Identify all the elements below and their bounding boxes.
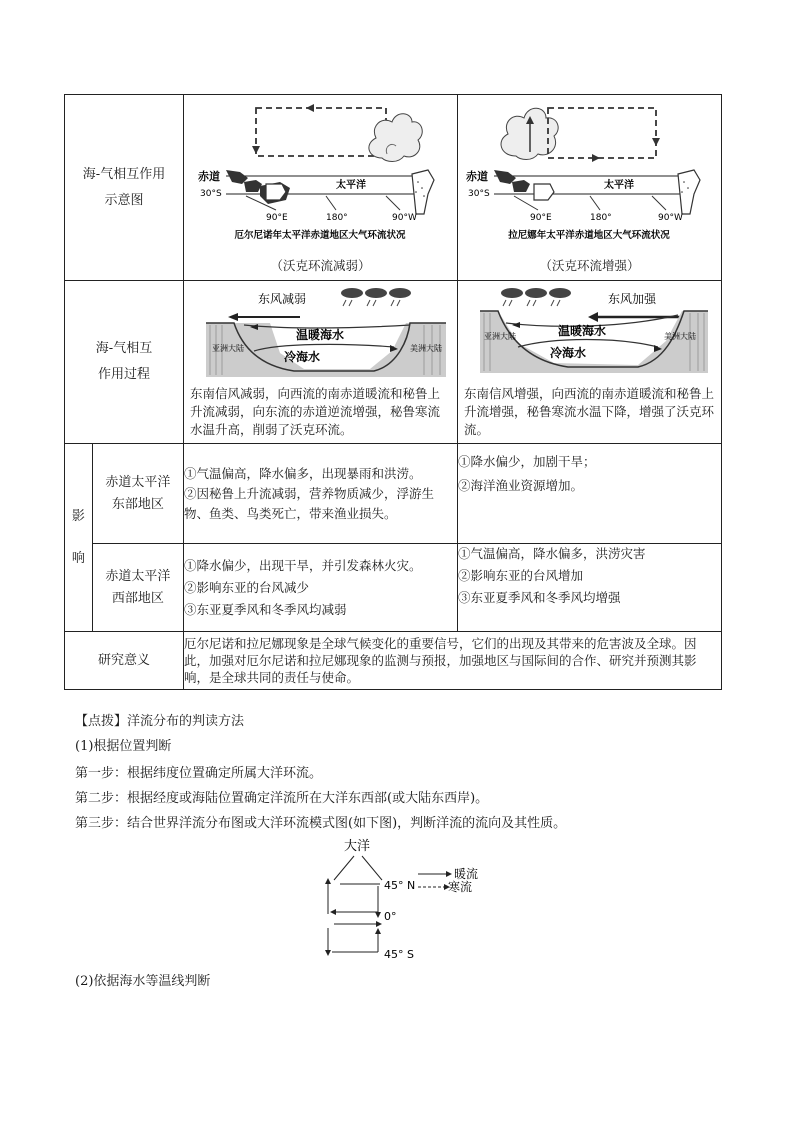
tip-step2: 第二步：根据经度或海陆位置确定洋流所在大洋东西部(或大陆东西岸)。 xyxy=(75,791,489,806)
svg-text:亚洲大陆: 亚洲大陆 xyxy=(212,344,244,353)
svg-text:东风加强: 东风加强 xyxy=(607,292,656,306)
svg-text:太平洋: 太平洋 xyxy=(336,179,367,191)
el-nino-circulation-diagram xyxy=(186,96,454,246)
svg-text:温暖海水: 温暖海水 xyxy=(557,324,606,338)
row-header-diagram: 海-气相互作用 示意图 xyxy=(65,95,184,281)
svg-text:大洋: 大洋 xyxy=(344,839,371,854)
svg-text:温暖海水: 温暖海水 xyxy=(296,328,345,342)
la-nina-process-text: 东南信风增强，向西流的南赤道暖流和秘鲁上升流增强，秘鲁寒流水温下降，增强了沃克环流。 xyxy=(463,386,714,437)
la-nina-circulation-cell xyxy=(457,95,721,281)
svg-text:厄尔尼诺年太平洋赤道地区大气环流状况: 厄尔尼诺年太平洋赤道地区大气环流状况 xyxy=(234,229,406,241)
west-el-nino-impact: ①降水偏少，出现干旱，并引发森林火灾。 ②影响东亚的台风减少 ③东亚夏季风和冬季风均减弱 xyxy=(184,544,458,632)
svg-text:美洲大陆: 美洲大陆 xyxy=(663,332,696,341)
tip-step1: 第一步：根据纬度位置确定所属大洋环流。 xyxy=(75,766,323,781)
significance-text: 厄尔尼诺和拉尼娜现象是全球气候变化的重要信号，它们的出现及其带来的危害波及全球。因此，加强对厄尔尼诺和拉尼娜现象的监测与预报，加强地区与国际间的合作、研究并预测其影响，是全球共同的责任与使命。 xyxy=(184,632,722,690)
east-el-nino-impact: ①气温偏高，降水偏多，出现暴雨和洪涝。 ②因秘鲁上升流减弱，营养物质减少，浮游生物、鱼类、鸟类死亡，带来渔业损失。 xyxy=(184,444,458,544)
west-la-nina-impact: ①气温偏高，降水偏多，洪涝灾害 ②影响东亚的台风增加 ③东亚夏季风和冬季风均增强 xyxy=(457,544,721,632)
ocean-gyre-model-diagram xyxy=(318,834,488,964)
row-header-process: 海-气相互 作用过程 xyxy=(65,281,184,444)
la-nina-process-cell xyxy=(457,281,721,444)
east-la-nina-impact: ①降水偏少，加剧干旱； ②海洋渔业资源增加。 xyxy=(457,444,721,544)
el-nino-ocean-diagram xyxy=(184,281,456,379)
svg-text:赤道: 赤道 xyxy=(198,169,221,183)
tip-sub1: (1)根据位置判断 xyxy=(75,739,172,754)
svg-text:90°W: 90°W xyxy=(658,212,684,223)
svg-text:赤道: 赤道 xyxy=(466,169,489,183)
impact-label: 影 响 xyxy=(65,444,93,632)
el-nino-circulation-cell xyxy=(184,95,458,281)
svg-text:90°E: 90°E xyxy=(530,212,553,223)
svg-text:180°: 180° xyxy=(590,212,613,223)
svg-text:太平洋: 太平洋 xyxy=(604,179,635,191)
tip-heading: 【点拨】洋流分布的判读方法 xyxy=(75,714,245,729)
significance-label: 研究意义 xyxy=(65,632,184,690)
svg-text:冷海水: 冷海水 xyxy=(284,350,321,364)
svg-text:冷海水: 冷海水 xyxy=(549,346,586,360)
region-west: 赤道太平洋 西部地区 xyxy=(92,544,183,632)
svg-text:30°S: 30°S xyxy=(468,188,491,199)
tip-step3: 第三步：结合世界洋流分布图或大洋环流模式图(如下图)，判断洋流的流向及其性质。 xyxy=(75,816,567,831)
svg-text:180°: 180° xyxy=(326,212,349,223)
svg-text:45° N: 45° N xyxy=(384,879,416,892)
svg-text:暖流: 暖流 xyxy=(454,867,479,881)
svg-text:美洲大陆: 美洲大陆 xyxy=(410,344,442,353)
caption-walker-strengthen: （沃克环流增强） xyxy=(539,257,640,273)
caption-walker-weaken: （沃克环流减弱） xyxy=(270,257,371,273)
el-nino-process-cell xyxy=(184,281,458,444)
la-nina-ocean-diagram xyxy=(458,281,720,379)
tip-sub2: (2)依据海水等温线判断 xyxy=(75,974,211,989)
svg-text:90°E: 90°E xyxy=(266,212,289,223)
svg-text:0°: 0° xyxy=(384,910,397,923)
svg-text:45° S: 45° S xyxy=(384,948,414,961)
svg-text:寒流: 寒流 xyxy=(448,880,473,894)
svg-text:30°S: 30°S xyxy=(200,188,223,199)
comparison-table xyxy=(64,94,722,690)
svg-text:拉尼娜年太平洋赤道地区大气环流状况: 拉尼娜年太平洋赤道地区大气环流状况 xyxy=(508,229,671,241)
svg-text:亚洲大陆: 亚洲大陆 xyxy=(483,332,516,341)
la-nina-circulation-diagram xyxy=(460,96,718,246)
region-east: 赤道太平洋 东部地区 xyxy=(92,444,183,544)
el-nino-process-text: 东南信风减弱，向西流的南赤道暖流和秘鲁上升流减弱，向东流的赤道逆流增强，秘鲁寒流水温升高，削弱了沃克环流。 xyxy=(190,386,441,437)
svg-text:东风减弱: 东风减弱 xyxy=(258,292,307,306)
svg-text:90°W: 90°W xyxy=(392,212,418,223)
